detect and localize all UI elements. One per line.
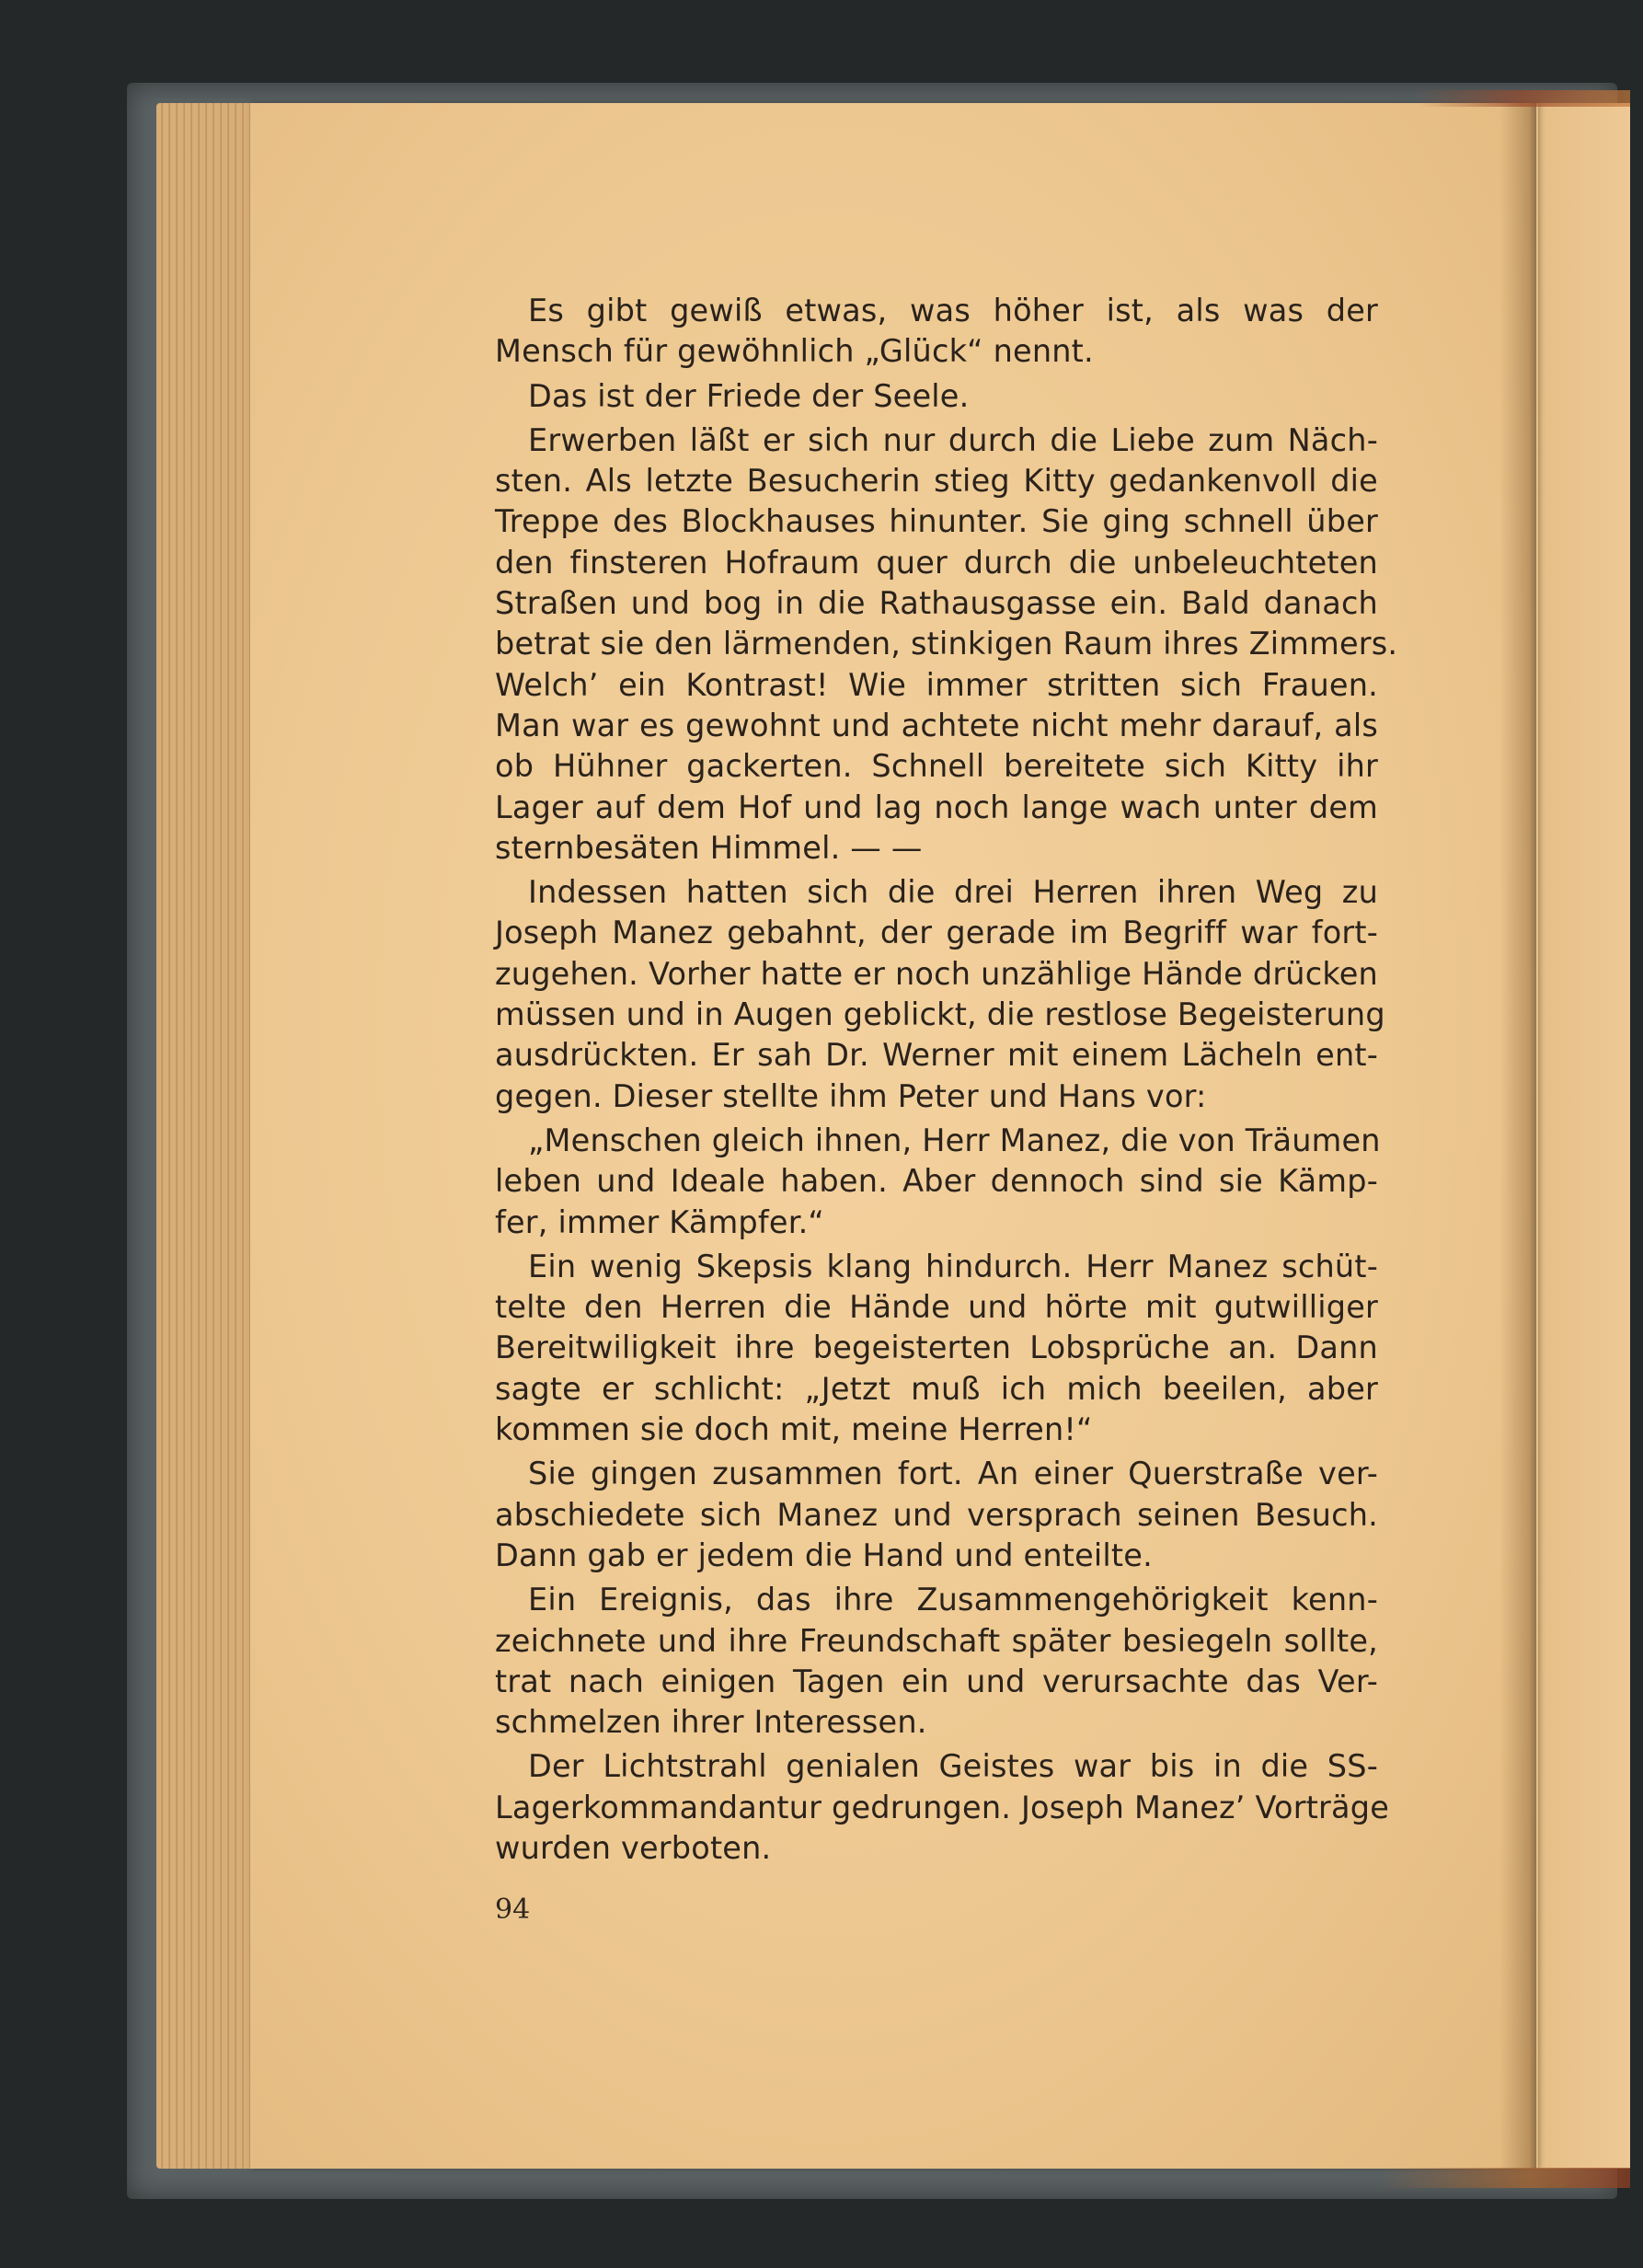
text-line: wurden verboten. bbox=[495, 1829, 772, 1866]
text-line: gegen. Dieser stellte ihm Peter und Hans vor: bbox=[495, 1077, 1207, 1114]
text-line: Man war es gewohnt und achtete nicht mehr darauf, als bbox=[495, 707, 1378, 743]
text-line: Mensch für gewöhnlich „Glück“ nennt. bbox=[495, 333, 1094, 370]
gutter-shadow bbox=[1499, 103, 1536, 2169]
text-line: abschiedete sich Manez und versprach seinen Besuch. bbox=[495, 1496, 1378, 1533]
paragraph bbox=[495, 1746, 1389, 1869]
paragraph bbox=[495, 1121, 1381, 1243]
text-line: kommen sie doch mit, meine Herren!“ bbox=[495, 1411, 1093, 1448]
text-line: sternbesäten Himmel. — — bbox=[495, 829, 923, 866]
text-line: Lager auf dem Hof und lag noch lange wach unter dem bbox=[495, 789, 1378, 825]
spine-bottom-edge bbox=[1380, 2168, 1630, 2188]
page-number: 94 bbox=[495, 1894, 531, 1926]
text-line: trat nach einigen Tagen ein und verursachte das Ver- bbox=[495, 1663, 1378, 1699]
text-line: sten. Als letzte Besucherin stieg Kitty gedankenvoll die bbox=[495, 463, 1378, 500]
text-line: zeichnete und ihre Freundschaft später besiegeln sollte, bbox=[495, 1622, 1378, 1659]
text-line: Ein wenig Skepsis klang hindurch. Herr Manez schüt- bbox=[528, 1248, 1378, 1284]
text-line: telte den Herren die Hände und hörte mit gutwilliger bbox=[495, 1289, 1378, 1326]
paragraph bbox=[495, 1247, 1378, 1450]
text-line: „Menschen gleich ihnen, Herr Manez, die von Träumen bbox=[528, 1122, 1381, 1158]
text-line: Erwerben läßt er sich nur durch die Liebe zum Näch- bbox=[528, 421, 1378, 458]
text-line: ob Hühner gackerten. Schnell bereitete sich Kitty ihr bbox=[495, 748, 1378, 785]
text-line: fer, immer Kämpfer.“ bbox=[495, 1203, 824, 1240]
page-edges bbox=[156, 103, 258, 2169]
spine-top-edge bbox=[1417, 90, 1630, 107]
paragraph bbox=[495, 872, 1385, 1117]
text-line: Der Lichtstrahl genialen Geistes war bis in die SS- bbox=[528, 1748, 1378, 1785]
text-line: ausdrückten. Er sah Dr. Werner mit einem Lächeln ent- bbox=[495, 1037, 1378, 1074]
paragraph bbox=[495, 1580, 1378, 1743]
text-line: leben und Ideale haben. Aber dennoch sind sie Kämp- bbox=[495, 1163, 1378, 1200]
text-line: Das ist der Friede der Seele. bbox=[528, 377, 970, 414]
text-line: zugehen. Vorher hatte er noch unzählige Hände drücken bbox=[495, 955, 1378, 992]
text-line: Treppe des Blockhauses hinunter. Sie ging schnell über bbox=[495, 503, 1378, 540]
text-line: müssen und in Augen geblickt, die restlose Begeisterung bbox=[495, 996, 1385, 1033]
text-line: betrat sie den lärmenden, stinkigen Raum ihres Zimmers. bbox=[495, 626, 1398, 662]
text-line: Joseph Manez gebahnt, der gerade im Begriff war fort- bbox=[495, 915, 1378, 951]
text-line: den finsteren Hofraum quer durch die unbeleuchteten bbox=[495, 544, 1378, 581]
text-line: Es gibt gewiß etwas, was höher ist, als was der bbox=[528, 293, 1378, 328]
text-line: Dann gab er jedem die Hand und enteilte. bbox=[495, 1537, 1153, 1573]
paragraph bbox=[495, 420, 1398, 869]
text-line: Lagerkommandantur gedrungen. Joseph Manez’ Vorträge bbox=[495, 1789, 1389, 1825]
text-line: Ein Ereignis, das ihre Zusammengehörigkeit kenn- bbox=[528, 1582, 1378, 1618]
text-line: Indessen hatten sich die drei Herren ihren Weg zu bbox=[528, 874, 1378, 911]
text-line: Straßen und bog in die Rathausgasse ein. Bald danach bbox=[495, 585, 1378, 622]
text-line: Sie gingen zusammen fort. An einer Querstraße ver- bbox=[528, 1456, 1378, 1492]
paragraph bbox=[495, 291, 1378, 373]
text-line: sagte er schlicht: „Jetzt muß ich mich beeilen, aber bbox=[495, 1370, 1378, 1407]
body-text bbox=[495, 291, 1398, 1869]
text-line: Bereitwiligkeit ihre begeisterten Lobsprüche an. Dann bbox=[495, 1330, 1378, 1366]
text-line: schmelzen ihrer Interessen. bbox=[495, 1704, 927, 1741]
paragraph bbox=[495, 376, 1378, 417]
text-line: Welch’ ein Kontrast! Wie immer stritten sich Frauen. bbox=[495, 666, 1378, 703]
paragraph bbox=[495, 1454, 1378, 1576]
